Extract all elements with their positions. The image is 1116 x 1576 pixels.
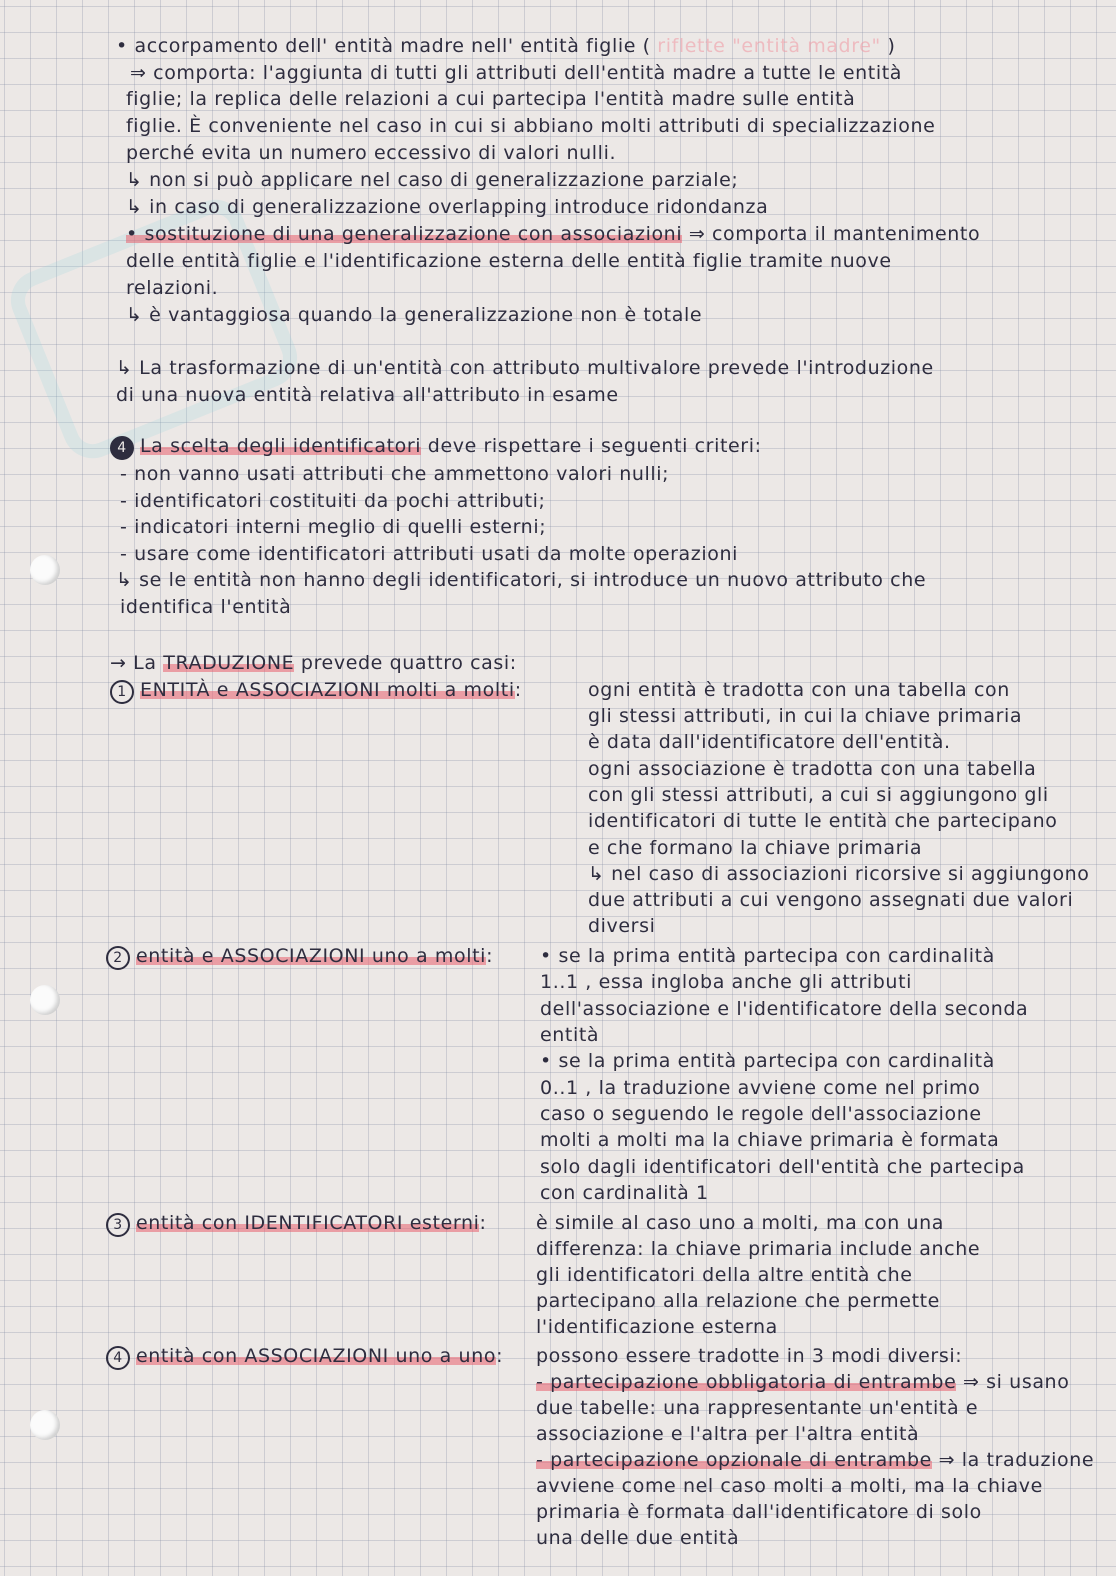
circled-number: 3 <box>106 1213 130 1237</box>
note-text: identifica l'entità <box>120 596 292 618</box>
note-line <box>588 913 655 939</box>
note-text: figlie; la replica delle relazioni a cui partecipa l'entità madre sulle entità <box>126 88 856 110</box>
highlighted-text: - partecipazione opzionale di entrambe <box>536 1449 932 1471</box>
note-line <box>106 943 493 970</box>
note-text: molti a molti ma la chiave primaria è formata <box>540 1129 1000 1151</box>
note-line <box>536 1343 962 1369</box>
highlighted-text: - partecipazione obbligatoria di entrambe <box>536 1371 957 1393</box>
note-text: primaria è formata dall'identificatore di solo <box>536 1501 982 1523</box>
note-line <box>116 382 619 408</box>
note-text: ↳ in caso di generalizzazione overlapping introduce ridondanza <box>126 196 769 218</box>
note-text: delle entità figlie e l'identificazione esterna delle entità figlie tramite nuove <box>126 250 892 272</box>
highlighted-text: La scelta degli identificatori <box>140 435 422 457</box>
note-text: e che formano la chiave primaria <box>588 837 923 859</box>
note-line <box>120 488 546 514</box>
note-line <box>588 756 1036 782</box>
note-line <box>536 1395 978 1421</box>
note-text: figlie. È conveniente nel caso in cui si abbiano molti attributi di specializzazione <box>126 115 936 137</box>
note-line <box>120 461 669 487</box>
note-text: gli stessi attributi, in cui la chiave primaria <box>588 705 1023 727</box>
note-line <box>116 33 896 59</box>
note-line <box>536 1369 1069 1395</box>
note-text: 0..1 , la traduzione avviene come nel primo <box>540 1077 981 1099</box>
note-line <box>126 194 768 220</box>
note-text: : <box>496 1345 504 1367</box>
note-text: ↳ La trasformazione di un'entità con attributo multivalore prevede l'introduzione <box>116 357 934 379</box>
note-line <box>588 703 1022 729</box>
note-line <box>536 1499 982 1525</box>
binder-hole <box>30 555 60 585</box>
note-text: • se la prima entità partecipa con cardinalità <box>540 945 995 967</box>
note-line <box>536 1525 739 1551</box>
note-text: ogni associazione è tradotta con una tabella <box>588 758 1037 780</box>
highlighted-text: entità con IDENTIFICATORI esterni <box>136 1212 480 1234</box>
note-text: : <box>479 1212 487 1234</box>
note-line <box>536 1473 1043 1499</box>
note-text: ↳ se le entità non hanno degli identificatori, si introduce un nuovo attributo che <box>116 569 927 591</box>
note-text: con gli stessi attributi, a cui si aggiungono gli <box>588 784 1049 806</box>
circled-number: 4 <box>110 436 134 460</box>
note-line <box>588 887 1073 913</box>
note-line <box>106 1210 486 1237</box>
note-line <box>540 1022 599 1048</box>
note-text: diversi <box>588 915 656 937</box>
note-line <box>540 1127 999 1153</box>
binder-hole <box>30 1410 60 1440</box>
note-text: possono essere tradotte in 3 modi diversi: <box>536 1345 963 1367</box>
circled-number: 2 <box>106 946 130 970</box>
note-text: partecipano alla relazione che permette <box>536 1290 940 1312</box>
note-text: ⇒ la traduzione <box>931 1449 1095 1471</box>
note-text: ⇒ si usano <box>956 1371 1070 1393</box>
note-line <box>120 514 546 540</box>
note-line <box>588 677 1010 703</box>
note-line <box>126 302 702 328</box>
note-text: due attributi a cui vengono assegnati due valori <box>588 889 1074 911</box>
note-line <box>106 1343 503 1370</box>
note-text: relazioni. <box>126 277 219 299</box>
note-text: è data dall'identificatore dell'entità. <box>588 731 951 753</box>
note-text: gli identificatori della altre entità che <box>536 1264 913 1286</box>
highlighted-text: • sostituzione di una generalizzazione con associazioni <box>126 223 683 245</box>
note-text: prevede quattro casi: <box>294 652 517 674</box>
note-text: ⇒ comporta: l'aggiunta di tutti gli attributi dell'entità madre a tutte le entità <box>130 62 903 84</box>
note-line <box>588 808 1058 834</box>
note-line <box>540 1048 995 1074</box>
circled-number: 1 <box>110 680 134 704</box>
note-line <box>126 140 616 166</box>
note-text: due tabelle: una rappresentante un'entità e <box>536 1397 979 1419</box>
note-line <box>536 1421 919 1447</box>
note-text: - usare come identificatori attributi usati da molte operazioni <box>120 543 738 565</box>
note-line <box>126 221 980 247</box>
note-text: - identificatori costituiti da pochi attributi; <box>120 490 546 512</box>
note-text: entità <box>540 1024 600 1046</box>
note-line <box>536 1262 913 1288</box>
faint-highlight-text: riflette "entità madre" <box>650 35 888 57</box>
note-text: avviene come nel caso molti a molti, ma la chiave <box>536 1475 1043 1497</box>
note-text: perché evita un numero eccessivo di valori nulli. <box>126 142 617 164</box>
note-text: solo dagli identificatori dell'entità che partecipa <box>540 1156 1025 1178</box>
note-line <box>126 86 855 112</box>
binder-hole <box>30 985 60 1015</box>
note-text: ↳ non si può applicare nel caso di generalizzazione parziale; <box>126 169 739 191</box>
note-text: è simile al caso uno a molti, ma con una <box>536 1212 945 1234</box>
note-line <box>540 969 912 995</box>
note-line <box>540 943 995 969</box>
note-line <box>588 861 1090 887</box>
note-line <box>540 1075 980 1101</box>
note-text: dell'associazione e l'identificatore della seconda <box>540 998 1029 1020</box>
note-text: 1..1 , essa ingloba anche gli attributi <box>540 971 912 993</box>
note-line <box>110 677 522 704</box>
note-text: • accorpamento dell' entità madre nell' entità figlie ( <box>116 35 651 57</box>
note-line <box>116 355 934 381</box>
highlighted-text: entità con ASSOCIAZIONI uno a uno <box>136 1345 497 1367</box>
note-text: : <box>486 945 494 967</box>
note-line <box>536 1447 1094 1473</box>
note-text: ) <box>887 35 896 57</box>
note-text: ogni entità è tradotta con una tabella con <box>588 679 1010 701</box>
note-text: → La <box>110 652 164 674</box>
note-text: associazione e l'altra per l'altra entità <box>536 1423 920 1445</box>
note-text: • se la prima entità partecipa con cardinalità <box>540 1050 995 1072</box>
note-line <box>120 541 738 567</box>
note-text: - non vanno usati attributi che ammettono valori nulli; <box>120 463 670 485</box>
note-line <box>110 650 517 676</box>
highlighted-text: TRADUZIONE <box>163 652 295 674</box>
note-line <box>536 1288 940 1314</box>
note-line <box>540 1154 1025 1180</box>
note-text: ↳ è vantaggiosa quando la generalizzazione non è totale <box>126 304 703 326</box>
note-line <box>126 167 738 193</box>
note-text: ⇒ comporta il mantenimento <box>682 223 981 245</box>
note-line <box>126 275 218 301</box>
highlighted-text: entità e ASSOCIAZIONI uno a molti <box>136 945 487 967</box>
note-line <box>588 729 951 755</box>
note-line <box>588 782 1049 808</box>
circled-number: 4 <box>106 1346 130 1370</box>
note-text: : <box>514 679 522 701</box>
note-line <box>110 433 762 460</box>
note-line <box>130 60 902 86</box>
note-line <box>536 1210 944 1236</box>
note-line <box>588 835 922 861</box>
note-line <box>126 248 892 274</box>
note-text: una delle due entità <box>536 1527 740 1549</box>
note-text: deve rispettare i seguenti criteri: <box>421 435 762 457</box>
note-line <box>540 1180 709 1206</box>
note-line <box>540 1101 982 1127</box>
note-line <box>126 113 935 139</box>
note-line <box>536 1236 980 1262</box>
note-text: differenza: la chiave primaria include anche <box>536 1238 981 1260</box>
note-line <box>536 1314 778 1340</box>
note-text: - indicatori interni meglio di quelli esterni; <box>120 516 547 538</box>
note-text: di una nuova entità relativa all'attributo in esame <box>116 384 619 406</box>
note-text: l'identificazione esterna <box>536 1316 778 1338</box>
note-line <box>120 594 291 620</box>
note-line <box>540 996 1028 1022</box>
note-text: identificatori di tutte le entità che partecipano <box>588 810 1058 832</box>
highlighted-text: ENTITÀ e ASSOCIAZIONI molti a molti <box>140 679 515 701</box>
note-line <box>116 567 926 593</box>
note-text: con cardinalità 1 <box>540 1182 709 1204</box>
note-text: ↳ nel caso di associazioni ricorsive si aggiungono <box>588 863 1090 885</box>
note-text: caso o seguendo le regole dell'associazione <box>540 1103 982 1125</box>
